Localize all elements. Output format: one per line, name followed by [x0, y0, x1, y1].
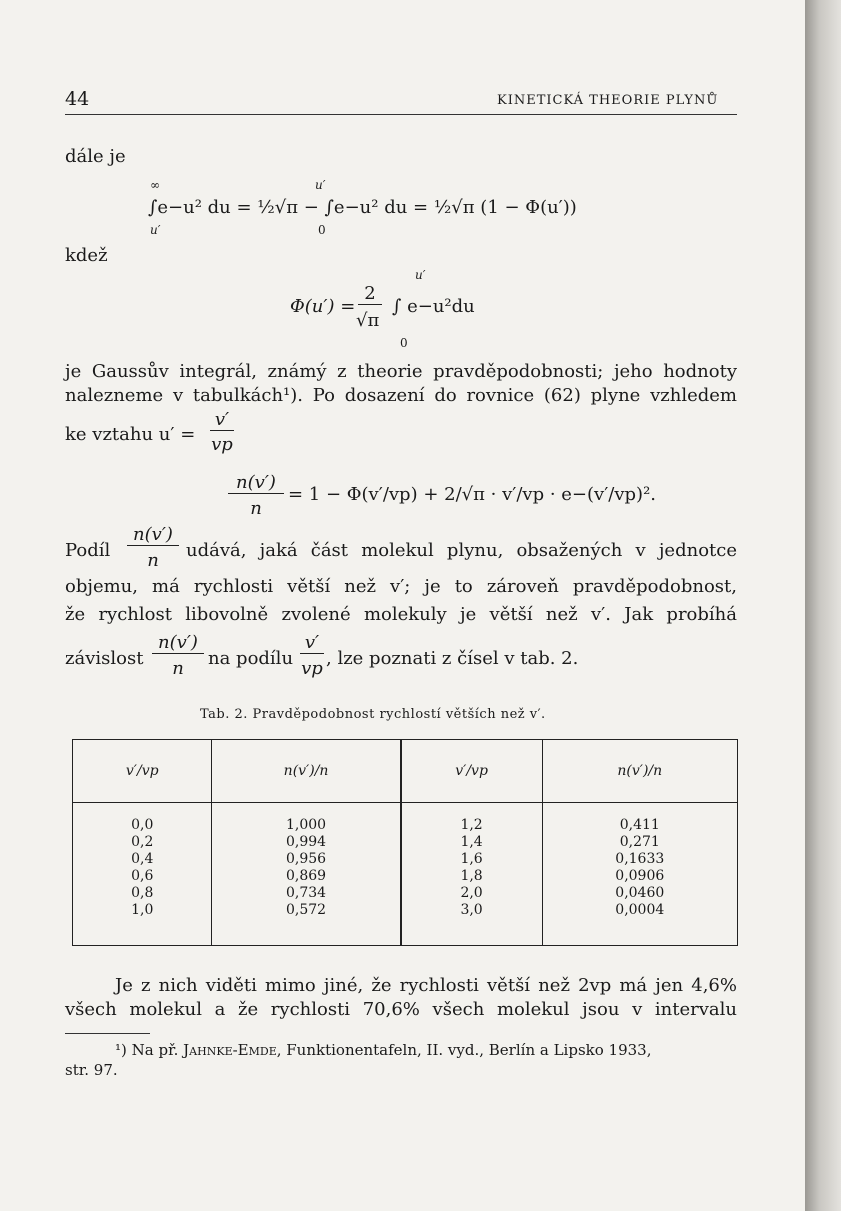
cell: 0,2: [131, 834, 154, 850]
footnote-text-c: str. 97.: [65, 1061, 118, 1079]
header-rule: [65, 114, 737, 115]
table-row: [73, 851, 738, 868]
footnote-author: Jahnke-Emde: [183, 1041, 277, 1059]
para3-line1: Je z nich viděti mimo jiné, že rychlosti větší než 2vp má jen 4,6%: [115, 975, 737, 996]
eq1-lower-limit: u′: [150, 223, 161, 237]
eq2-frac-num: 2: [358, 283, 382, 305]
col-header-1: v′/vp: [73, 740, 212, 803]
para2-frac-den: n: [147, 550, 159, 571]
para2-frac2-den: n: [172, 658, 184, 679]
col-header-2: n(v′)/n: [212, 740, 401, 803]
cell: 1,6: [401, 851, 542, 868]
cell: 0,1633: [542, 851, 737, 868]
para2-line4b: na podílu: [208, 648, 294, 669]
table-caption: Tab. 2. Pravděpodobnost rychlostí větších než v′.: [200, 707, 546, 722]
eq3-rhs: = 1 − Φ(v′/vp) + 2/√π · v′/vp · e−(v′/vp)².: [288, 484, 657, 505]
eq1-lower-limit-2: 0: [318, 223, 326, 237]
table-row: [73, 868, 738, 885]
cell: 0,0004: [542, 902, 737, 946]
footnote-text-a: Na př.: [131, 1041, 179, 1059]
para2-line1: udává, jaká část molekul plynu, obsažených v jednotce: [186, 540, 737, 561]
book-spine-shadow: [805, 0, 841, 1211]
para2-line4a: závislost: [65, 648, 144, 669]
para1-frac-den: vp: [211, 434, 233, 455]
text-kdez: kdež: [65, 245, 108, 266]
eq2-frac-den: √π: [356, 310, 380, 331]
table-row: [73, 885, 738, 902]
table-row: [73, 902, 738, 946]
para1-line2: nalezneme v tabulkách¹). Po dosazení do rovnice (62) plyne vzhledem: [65, 385, 737, 406]
table-header-row: [73, 740, 738, 803]
equation-1: ∫e−u² du = ½√π − ∫e−u² du = ½√π (1 − Φ(u′)): [148, 197, 577, 218]
probability-table: [72, 739, 738, 946]
cell: 0,734: [212, 885, 401, 902]
cell: 0,956: [212, 851, 401, 868]
eq2-lower-limit: 0: [400, 336, 408, 350]
para2-line2: objemu, má rychlosti větší než v′; je to zároveň pravděpodobnost,: [65, 576, 737, 597]
col-header-4: n(v′)/n: [542, 740, 737, 803]
table-row: [73, 803, 738, 835]
cell: 0,0460: [542, 885, 737, 902]
cell: 0,271: [542, 834, 737, 851]
cell: 0,411: [542, 803, 737, 835]
cell: 0,0: [131, 817, 154, 833]
para2-frac3-num: v′: [300, 632, 324, 654]
table-row: [73, 834, 738, 851]
cell: 1,0: [131, 902, 154, 918]
para1-line3: ke vztahu u′ =: [65, 424, 196, 445]
cell: 0,6: [131, 868, 154, 884]
eq1-upper-limit-2: u′: [315, 178, 326, 192]
cell: 0,994: [212, 834, 401, 851]
eq2-upper-limit: u′: [415, 268, 426, 282]
cell: 0,0906: [542, 868, 737, 885]
cell: 1,4: [401, 834, 542, 851]
para2-frac-num: n(v′): [127, 524, 179, 546]
cell: 0,8: [131, 885, 154, 901]
eq2-lhs: Φ(u′) =: [290, 296, 356, 317]
eq1-upper-limit: ∞: [150, 178, 160, 192]
eq2-integral: ∫ e−u²du: [392, 296, 475, 317]
para2-podil: Podíl: [65, 540, 111, 561]
footnote-mark: ¹): [115, 1041, 127, 1059]
cell: 0,869: [212, 868, 401, 885]
text-dale-je: dále je: [65, 146, 126, 167]
cell: 3,0: [401, 902, 542, 946]
eq3-lhs-num: n(v′): [228, 472, 284, 494]
footnote: [65, 1040, 745, 1080]
para2-line3: že rychlost libovolně zvolené molekuly je větší než v′. Jak probíhá: [65, 604, 737, 625]
cell: 0,4: [131, 851, 154, 867]
page-number: 44: [65, 88, 90, 110]
para3-line2: všech molekul a že rychlosti 70,6% všech molekul jsou v intervalu: [65, 999, 737, 1020]
footnote-rule: [65, 1033, 150, 1034]
col-header-3: v′/vp: [401, 740, 542, 803]
eq3-lhs-den: n: [250, 498, 262, 519]
cell: 2,0: [401, 885, 542, 902]
para1-frac-num: v′: [210, 409, 234, 431]
cell: 1,8: [401, 868, 542, 885]
cell: 1,2: [401, 803, 542, 835]
para2-line4c: , lze poznati z čísel v tab. 2.: [326, 648, 579, 669]
cell: 0,572: [212, 902, 401, 946]
para1-line1: je Gaussův integrál, známý z theorie pravděpodobnosti; jeho hodnoty: [65, 361, 737, 382]
running-head: KINETICKÁ THEORIE PLYNŮ: [497, 93, 719, 108]
cell: 1,000: [212, 803, 401, 835]
para2-frac2-num: n(v′): [152, 632, 204, 654]
para2-frac3-den: vp: [301, 658, 323, 679]
footnote-text-b: , Funktionentafeln, II. vyd., Berlín a Lipsko 1933,: [276, 1041, 652, 1059]
